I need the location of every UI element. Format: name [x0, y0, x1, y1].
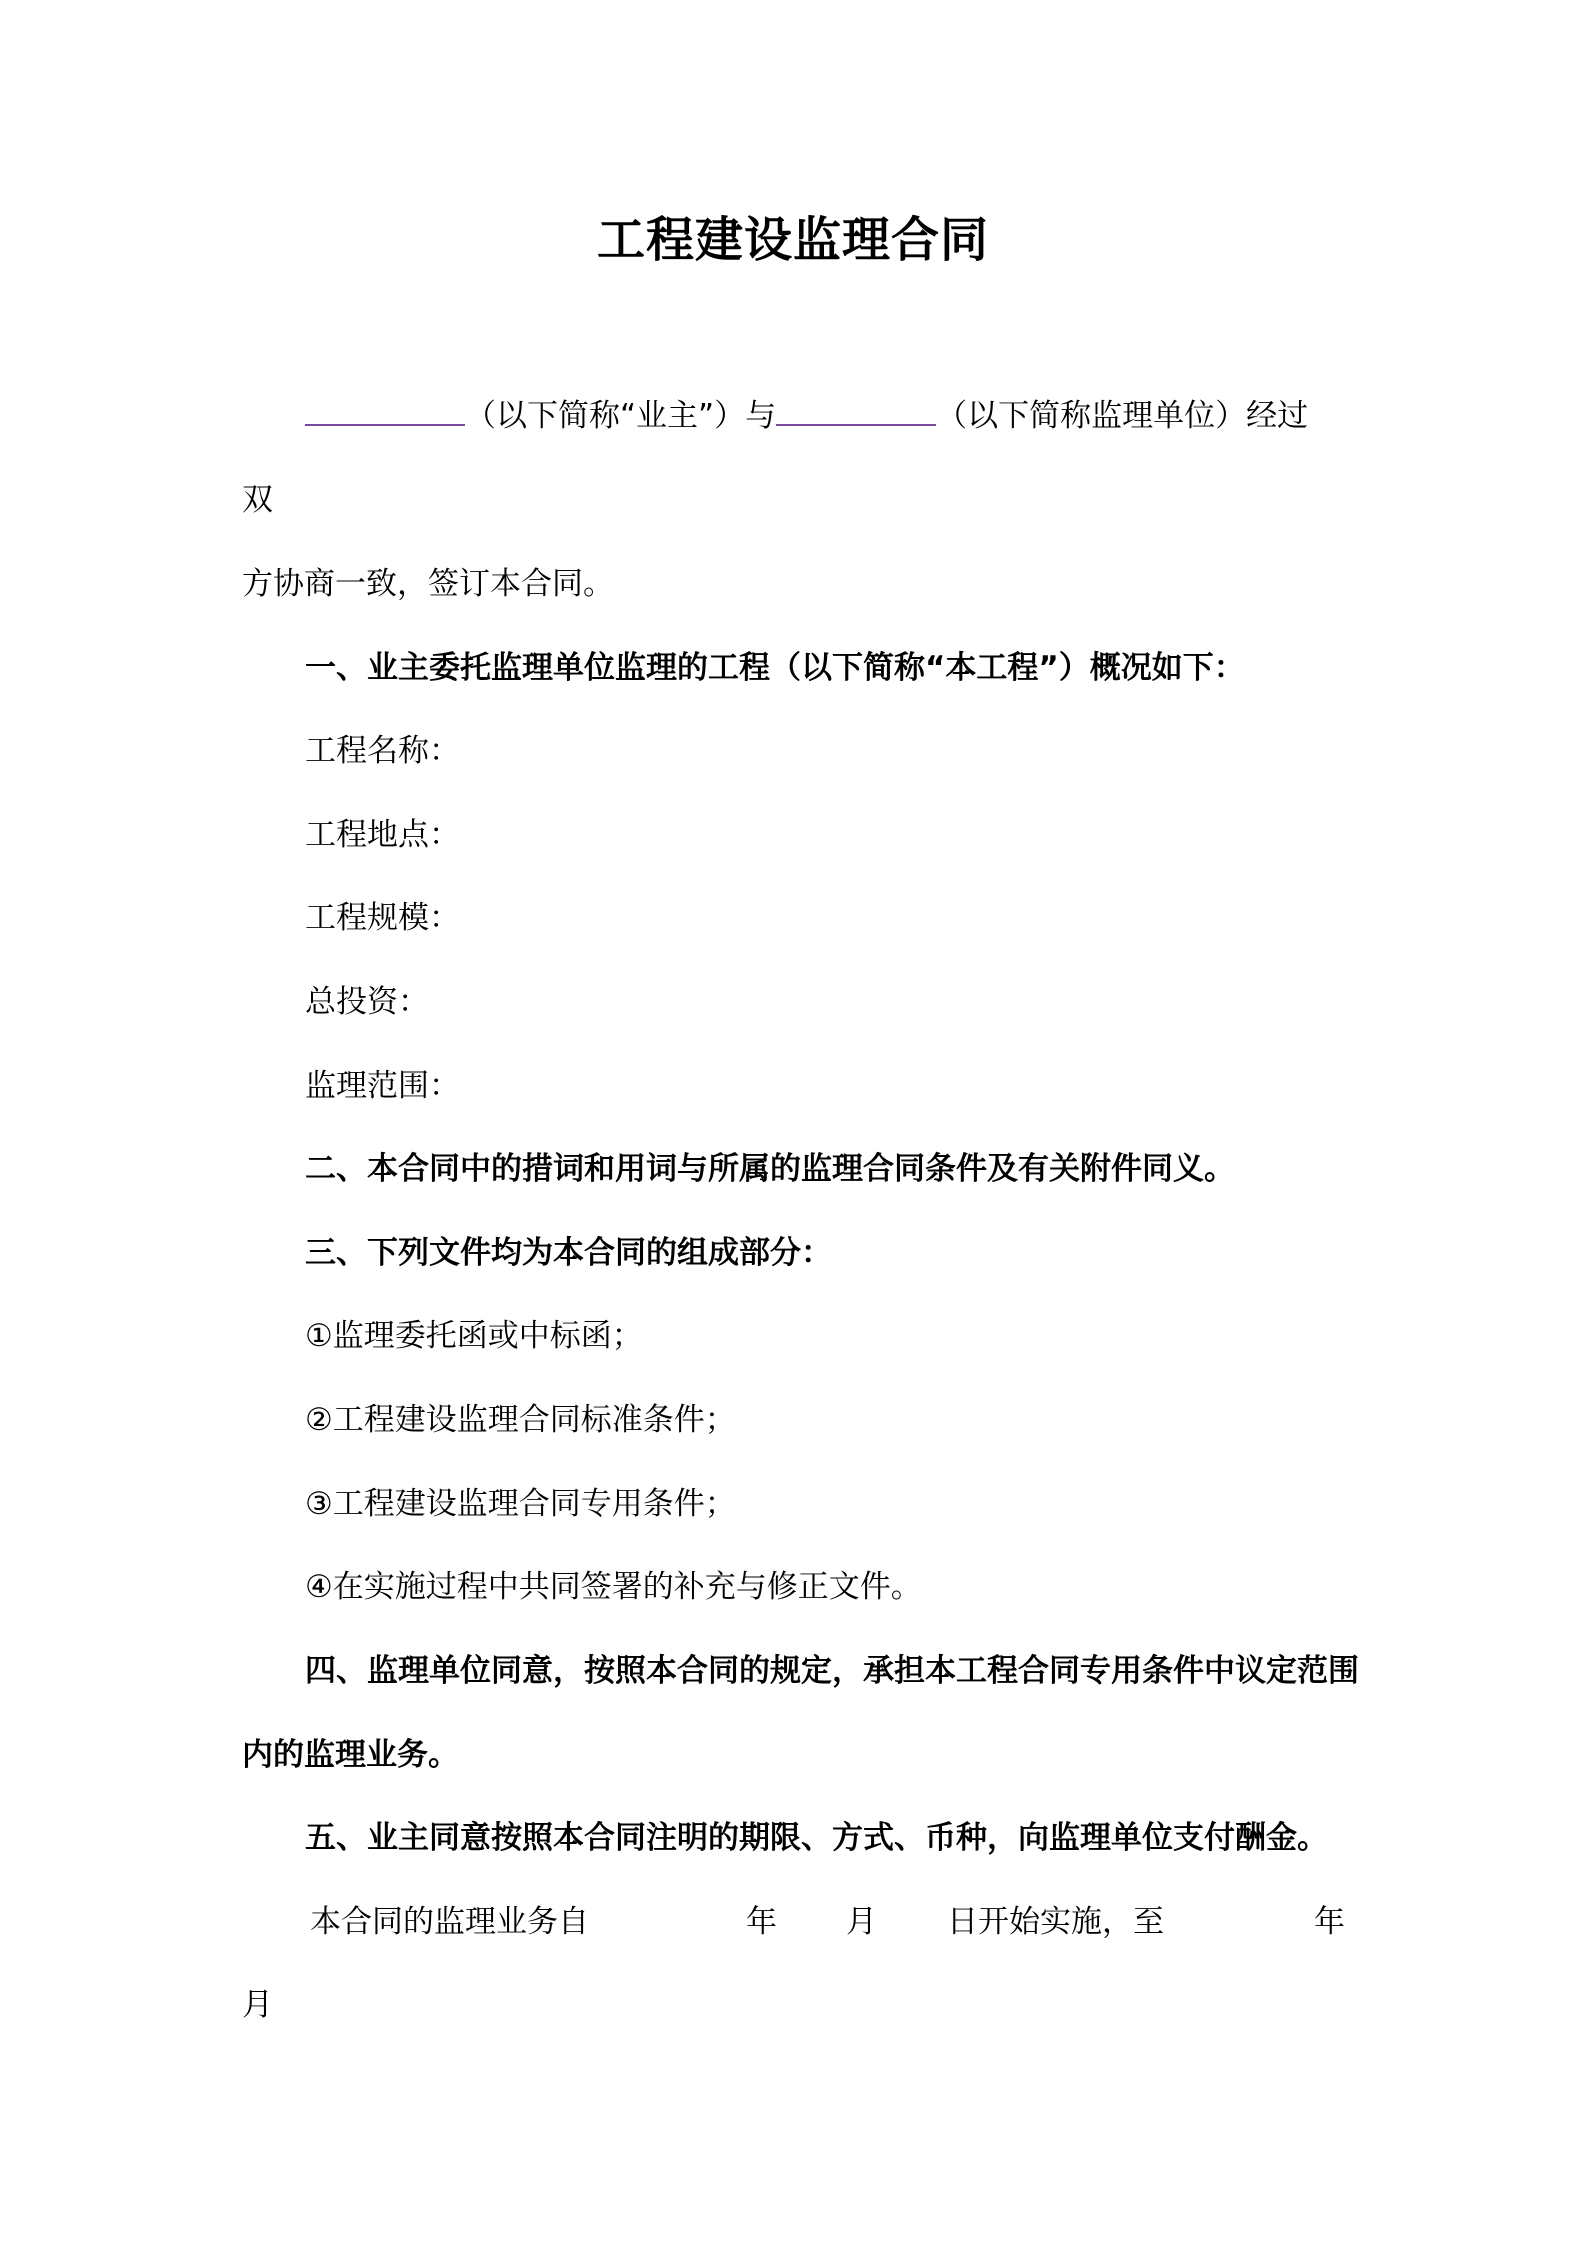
- section-4-line-1: 四、监理单位同意，按照本合同的规定，承担本工程合同专用条件中议定范围: [305, 1653, 1359, 1689]
- list-item: ③工程建设监理合同专用条件；: [305, 1486, 736, 1522]
- contractor-name-blank[interactable]: [776, 394, 936, 426]
- section-4-line-2: 内的监理业务。: [242, 1737, 459, 1773]
- list-item: ②工程建设监理合同标准条件；: [305, 1402, 736, 1438]
- intro-part-1: （以下简称“业主”）与: [465, 398, 777, 434]
- owner-name-blank[interactable]: [305, 394, 465, 426]
- period-start-text: 本合同的监理业务自: [310, 1904, 589, 1940]
- period-year-1: 年: [746, 1904, 777, 1940]
- list-item: ①监理委托函或中标函；: [305, 1318, 643, 1354]
- intro-part-2: （以下简称监理单位）经过: [936, 398, 1309, 434]
- list-item: ④在实施过程中共同签署的补充与修正文件。: [305, 1569, 922, 1605]
- field-project-location: 工程地点：: [305, 817, 460, 853]
- document-title: 工程建设监理合同: [596, 212, 989, 268]
- section-3-heading: 三、下列文件均为本合同的组成部分：: [305, 1235, 832, 1271]
- section-5-heading: 五、业主同意按照本合同注明的期限、方式、币种，向监理单位支付酬金。: [305, 1820, 1328, 1856]
- period-month-2: 月: [242, 1987, 273, 2023]
- field-project-scale: 工程规模：: [305, 900, 460, 936]
- intro-line-1: [305, 394, 1308, 438]
- field-total-investment: 总投资：: [305, 984, 429, 1020]
- field-project-name: 工程名称：: [305, 733, 460, 769]
- period-day-text: 日开始实施，至: [947, 1904, 1164, 1940]
- intro-line-2: 双: [242, 482, 273, 518]
- intro-line-3: 方协商一致，签订本合同。: [242, 566, 614, 602]
- period-month-1: 月: [846, 1904, 877, 1940]
- section-2-heading: 二、本合同中的措词和用词与所属的监理合同条件及有关附件同义。: [305, 1151, 1235, 1187]
- period-year-2: 年: [1314, 1904, 1345, 1940]
- field-supervision-scope: 监理范围：: [305, 1068, 460, 1104]
- section-1-heading: 一、业主委托监理单位监理的工程（以下简称“本工程”）概况如下：: [305, 650, 1245, 686]
